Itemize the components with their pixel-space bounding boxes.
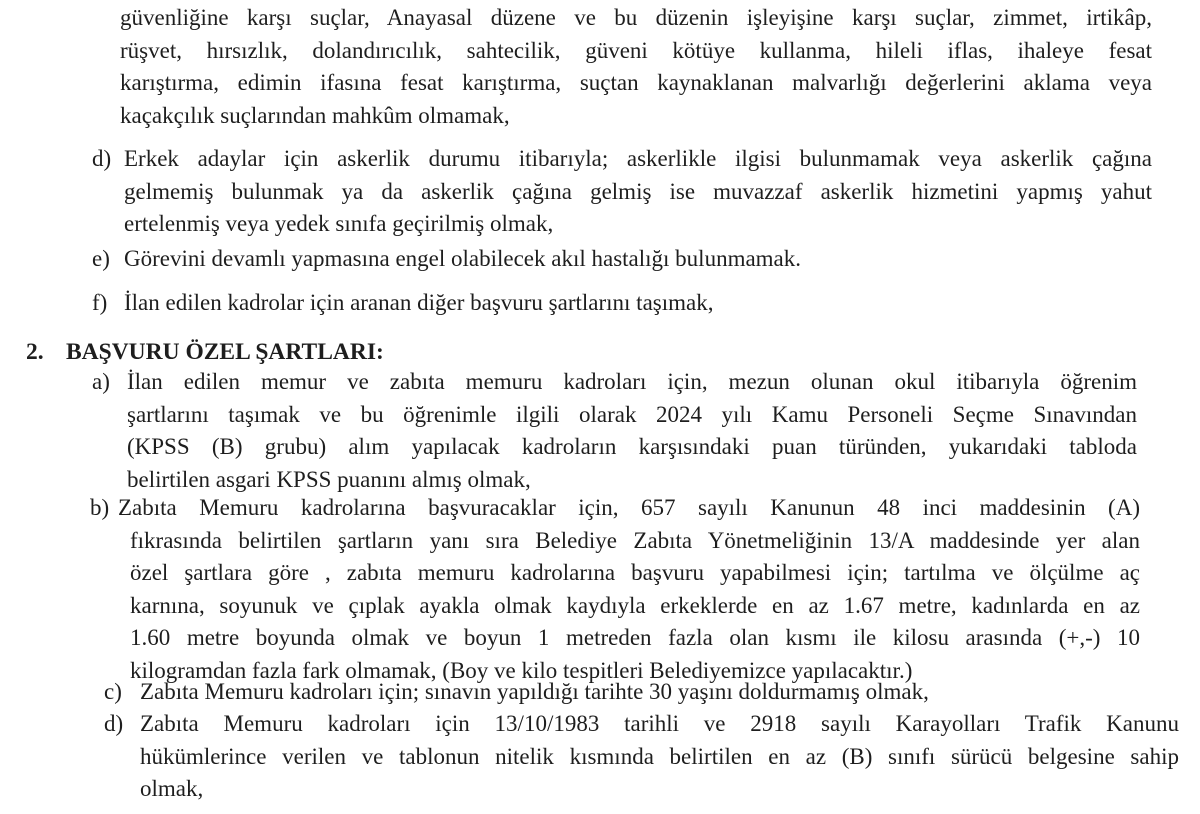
list-marker: a) xyxy=(92,369,110,394)
text-line: Erkek adaylar için askerlik durumu itibarıyla; askerlikle ilgisi bulunmamak veya askerlik çağına xyxy=(124,146,1152,171)
text-line: güvenliğine karşı suçlar, Anayasal düzene ve bu düzenin işleyişine karşı suçlar, zimmet, irtikâp, xyxy=(120,5,1152,30)
text-line: Zabıta Memuru kadroları için; sınavın yapıldığı tarihte 30 yaşını doldurmamış olmak, xyxy=(140,679,929,704)
list-item-special-d xyxy=(104,708,1179,806)
text-line: kilogramdan fazla fark olmamak, (Boy ve kilo tespitleri Belediyemizce yapılacaktır.) xyxy=(130,657,913,683)
list-marker: d) xyxy=(92,146,112,171)
text-line: şartlarını taşımak ve bu öğrenimle ilgili olarak 2024 yılı Kamu Personeli Seçme Sınavından xyxy=(127,401,1137,427)
list-marker: b) xyxy=(90,495,110,520)
text-line: kaçakçılık suçlarından mahkûm olmamak, xyxy=(120,102,510,128)
list-item-special-a xyxy=(92,366,1137,496)
list-item-general-d xyxy=(92,143,1152,241)
text-line: hükümlerince verilen ve tablonun nitelik kısmında belirtilen en az (B) sınıfı sürücü belgesine sahip xyxy=(140,743,1179,769)
list-item-general-f xyxy=(92,287,1152,320)
text-line: Zabıta Memuru kadrolarına başvuracaklar için, 657 sayılı Kanunun 48 inci maddesinin (A) xyxy=(118,495,1140,520)
list-marker: e) xyxy=(92,246,110,271)
text-line: Zabıta Memuru kadroları için 13/10/1983 tarihli ve 2918 sayılı Karayolları Trafik Kanunu xyxy=(140,711,1179,736)
list-marker: c) xyxy=(104,679,122,704)
section-number: 2. xyxy=(26,339,44,365)
intro-paragraph xyxy=(120,2,1152,132)
text-line: İlan edilen memur ve zabıta memuru kadroları için, mezun olunan okul itibarıyla öğrenim xyxy=(127,369,1137,394)
text-line: fıkrasında belirtilen şartların yanı sıra Belediye Zabıta Yönetmeliğinin 13/A maddesinde yer alan xyxy=(130,527,1140,553)
section-title: BAŞVURU ÖZEL ŞARTLARI: xyxy=(66,339,384,365)
list-marker: f) xyxy=(92,290,108,315)
text-line: ertelenmiş veya yedek sınıfa geçirilmiş olmak, xyxy=(124,211,554,236)
text-line: olmak, xyxy=(140,776,204,801)
text-line: Görevini devamlı yapmasına engel olabilecek akıl hastalığı bulunmamak. xyxy=(124,246,802,271)
text-line: özel şartlara göre , zabıta memuru kadrolarına başvuru yapabilmesi için; tartılma ve ölçülme aç xyxy=(130,560,1140,585)
text-line: (KPSS (B) grubu) alım yapılacak kadroların karşısındaki puan türünden, yukarıdaki tabloda xyxy=(127,434,1137,459)
text-line: karıştırma, edimin ifasına fesat karıştırma, suçtan kaynaklanan malvarlığı değerlerini aklama veya xyxy=(120,70,1152,95)
text-line: karnına, soyunuk ve çıplak ayakla olmak kaydıyla erkeklerde en az 1.67 metre, kadınlarda en az xyxy=(130,592,1140,618)
list-item-special-c xyxy=(104,676,1174,709)
text-line: gelmemiş bulunmak ya da askerlik çağına gelmiş ise muvazzaf askerlik hizmetini yapmış yahut xyxy=(124,178,1152,204)
text-line: İlan edilen kadrolar için aranan diğer başvuru şartlarını taşımak, xyxy=(124,290,714,315)
section-heading xyxy=(26,336,384,368)
list-item-general-e xyxy=(92,243,1152,276)
text-line: belirtilen asgari KPSS puanını almış olmak, xyxy=(127,466,531,492)
text-line: rüşvet, hırsızlık, dolandırıcılık, sahtecilik, güveni kötüye kullanma, hileli iflas, ihaleye fesat xyxy=(120,37,1152,63)
list-marker: d) xyxy=(104,711,124,736)
list-item-special-b xyxy=(90,492,1140,687)
text-line: 1.60 metre boyunda olmak ve boyun 1 metreden fazla olan kısmı ile kilosu arasında (+,-) 10 xyxy=(130,625,1140,650)
